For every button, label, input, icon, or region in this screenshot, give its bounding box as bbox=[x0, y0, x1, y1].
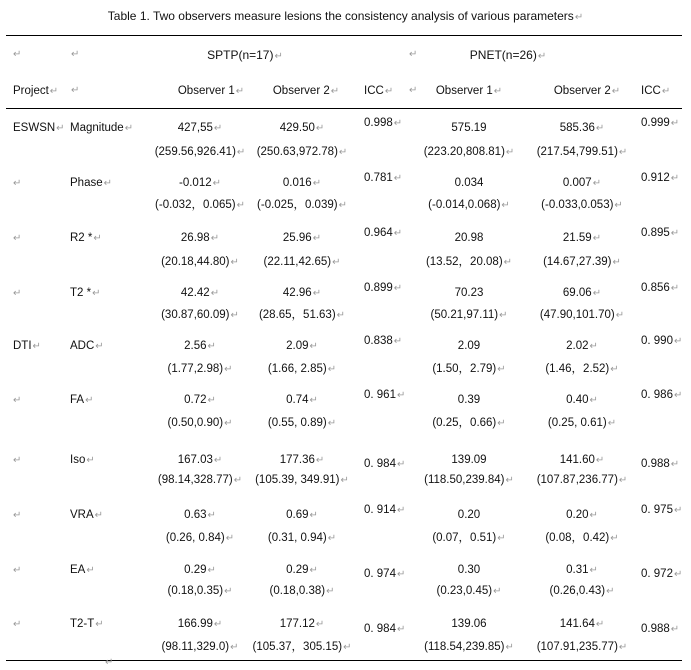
pnet-observer-2-range: (107.87,236.77)↵ bbox=[536, 474, 628, 486]
pnet-observer-2-value: 0.40↵ bbox=[566, 394, 598, 406]
header-sptp-observer-1: Observer 1↵ bbox=[177, 85, 245, 97]
sptp-icc-value: 0.964↵ bbox=[364, 227, 403, 239]
pnet-observer-1-value: 139.06 bbox=[451, 618, 487, 630]
pnet-observer-2-range: (47.90,101.70)↵ bbox=[539, 309, 625, 321]
pnet-icc-value: 0.895↵ bbox=[641, 227, 680, 239]
pnet-observer-2-value: 0.007↵ bbox=[562, 177, 602, 189]
sptp-observer-1-range: (1.77,2.98)↵ bbox=[167, 363, 233, 375]
row-parameter: T2 *↵ bbox=[70, 287, 101, 299]
row-project: ESWSN↵ bbox=[13, 122, 65, 134]
row-project: DTI↵ bbox=[13, 340, 41, 352]
sptp-observer-1-range: (98.11,329.0)↵ bbox=[161, 641, 239, 653]
sptp-observer-2-value: 177.36↵ bbox=[279, 454, 325, 466]
row-parameter: Iso↵ bbox=[70, 454, 95, 466]
sptp-observer-1-range: (20.18,44.80)↵ bbox=[161, 256, 239, 268]
sptp-observer-1-range: (259.56,926.41)↵ bbox=[154, 146, 246, 158]
sptp-observer-2-range: (0.55, 0.89)↵ bbox=[267, 417, 337, 429]
header-project: Project↵ bbox=[13, 85, 59, 97]
pnet-observer-1-range: (0.07，0.51)↵ bbox=[432, 532, 506, 544]
table-title: Table 1. Two observers measure lesions the consistency analysis of various parameters↵ bbox=[107, 9, 584, 23]
pnet-observer-2-value: 0.20↵ bbox=[566, 509, 598, 521]
sptp-observer-2-range: (22.11,42.65)↵ bbox=[263, 256, 341, 268]
row-parameter: ADC↵ bbox=[70, 340, 104, 352]
pnet-observer-1-value: 20.98 bbox=[454, 232, 484, 244]
header-sptp-observer-2: Observer 2↵ bbox=[272, 85, 340, 97]
pnet-observer-1-range: (223.20,808.81)↵ bbox=[423, 146, 515, 158]
header-pnet-icc: ICC↵ bbox=[641, 85, 671, 97]
row-parameter: Magnitude↵ bbox=[70, 122, 134, 134]
pnet-icc-value: 0. 975↵ bbox=[641, 504, 683, 516]
pnet-observer-1-range: (13.52，20.08)↵ bbox=[425, 256, 513, 268]
pnet-icc-value: 0.912↵ bbox=[641, 172, 680, 184]
sptp-observer-2-range: (250.63,972.78)↵ bbox=[256, 146, 348, 158]
sptp-observer-2-value: 0.69↵ bbox=[286, 509, 318, 521]
pnet-observer-1-value: 0.20 bbox=[457, 509, 481, 521]
row-parameter: EA↵ bbox=[70, 564, 95, 576]
para-mark: ↵ bbox=[409, 85, 418, 96]
pnet-observer-2-range: (107.91,235.77)↵ bbox=[536, 641, 628, 653]
row-parameter: VRA↵ bbox=[70, 509, 104, 521]
para-mark: ↵ bbox=[13, 565, 22, 576]
sptp-icc-value: 0.781↵ bbox=[364, 172, 403, 184]
sptp-observer-1-value: 0.72↵ bbox=[184, 394, 216, 406]
pnet-icc-value: 0. 986↵ bbox=[641, 389, 683, 401]
sptp-observer-1-range: (-0.032，0.065)↵ bbox=[155, 199, 245, 211]
pnet-observer-1-value: 139.09 bbox=[451, 454, 487, 466]
sptp-observer-1-value: 427,55↵ bbox=[177, 122, 223, 134]
pnet-observer-1-range: (-0.014,0.068)↵ bbox=[428, 199, 510, 211]
sptp-observer-1-range: (0.50,0.90)↵ bbox=[167, 417, 233, 429]
header-sptp-icc: ICC↵ bbox=[364, 85, 394, 97]
sptp-observer-2-value: 25.96↵ bbox=[282, 232, 322, 244]
pnet-icc-value: 0.988↵ bbox=[641, 458, 680, 470]
top-rule bbox=[6, 35, 682, 36]
sptp-observer-2-range: (105.37，305.15)↵ bbox=[252, 641, 352, 653]
pnet-observer-2-value: 0.31↵ bbox=[566, 564, 598, 576]
para-mark: ↵ bbox=[13, 233, 22, 244]
sptp-icc-value: 0. 984↵ bbox=[364, 623, 406, 635]
para-mark: ↵ bbox=[13, 619, 22, 630]
pnet-observer-2-range: (0.26,0.43)↵ bbox=[549, 585, 615, 597]
pnet-observer-2-value: 141.60↵ bbox=[559, 454, 605, 466]
sptp-icc-value: 0. 961↵ bbox=[364, 389, 406, 401]
header-pnet-observer-1: Observer 1↵ bbox=[435, 85, 503, 97]
sptp-observer-2-value: 2.09↵ bbox=[286, 340, 318, 352]
sptp-observer-1-value: 167.03↵ bbox=[177, 454, 223, 466]
para-mark: ↵ bbox=[71, 49, 80, 60]
pnet-observer-2-value: 585.36↵ bbox=[559, 122, 605, 134]
sptp-icc-value: 0. 984↵ bbox=[364, 458, 406, 470]
pnet-observer-1-value: 575.19 bbox=[451, 122, 487, 134]
pnet-observer-1-range: (118.50,239.84)↵ bbox=[424, 474, 514, 486]
sptp-observer-1-range: (0.26, 0.84)↵ bbox=[165, 532, 235, 544]
header-rule bbox=[6, 108, 682, 109]
pnet-observer-1-range: (50.21,97.11)↵ bbox=[430, 309, 508, 321]
sptp-observer-2-range: (1.66, 2.85)↵ bbox=[267, 363, 337, 375]
sptp-icc-value: 0. 974↵ bbox=[364, 568, 406, 580]
pnet-observer-1-value: 0.30 bbox=[457, 564, 481, 576]
row-parameter: R2 *↵ bbox=[70, 232, 102, 244]
pnet-icc-value: 0.856↵ bbox=[641, 282, 680, 294]
sptp-observer-2-value: 0.74↵ bbox=[286, 394, 318, 406]
header-pnet-observer-2: Observer 2↵ bbox=[553, 85, 621, 97]
para-mark: ↵ bbox=[13, 288, 22, 299]
group-header-sptp: SPTP(n=17)↵ bbox=[207, 48, 283, 62]
pnet-observer-2-range: (14.67,27.39)↵ bbox=[543, 256, 621, 268]
sptp-observer-1-value: 0.29↵ bbox=[184, 564, 216, 576]
sptp-observer-1-value: 166.99↵ bbox=[177, 618, 223, 630]
sptp-observer-1-range: (98.14,328.77)↵ bbox=[157, 474, 243, 486]
pnet-icc-value: 0.988↵ bbox=[641, 623, 680, 635]
sptp-observer-2-range: (105.39, 349.91)↵ bbox=[255, 474, 349, 486]
pnet-observer-1-value: 0.034 bbox=[454, 177, 484, 189]
sptp-observer-1-value: -0.012↵ bbox=[179, 177, 221, 189]
sptp-observer-1-range: (0.18,0.35)↵ bbox=[167, 585, 233, 597]
sptp-observer-1-value: 0.63↵ bbox=[184, 509, 216, 521]
sptp-observer-2-value: 0.29↵ bbox=[286, 564, 318, 576]
pnet-icc-value: 0.999↵ bbox=[641, 117, 680, 129]
para-mark: ↵ bbox=[13, 510, 22, 521]
pnet-observer-1-range: (118.54,239.85)↵ bbox=[424, 641, 514, 653]
sptp-icc-value: 0.838↵ bbox=[364, 335, 403, 347]
pnet-observer-2-value: 21.59↵ bbox=[562, 232, 602, 244]
pnet-observer-2-range: (0.25, 0.61)↵ bbox=[547, 417, 617, 429]
para-mark: ↵ bbox=[13, 49, 22, 60]
sptp-icc-value: 0.899↵ bbox=[364, 282, 403, 294]
para-mark: ↵ bbox=[409, 49, 418, 60]
pnet-observer-1-range: (0.23,0.45)↵ bbox=[436, 585, 502, 597]
sptp-observer-2-value: 177.12↵ bbox=[279, 618, 325, 630]
row-parameter: T2-T↵ bbox=[70, 618, 104, 630]
sptp-observer-2-range: (-0.025，0.039)↵ bbox=[257, 199, 347, 211]
row-parameter: FA↵ bbox=[70, 394, 94, 406]
sptp-icc-value: 0. 914↵ bbox=[364, 504, 406, 516]
row-parameter: Phase↵ bbox=[70, 177, 112, 189]
sptp-observer-1-range: (30.87,60.09)↵ bbox=[161, 309, 239, 321]
para-mark: ↵ bbox=[71, 85, 80, 96]
pnet-observer-2-range: (-0.033,0.053)↵ bbox=[541, 199, 623, 211]
sptp-observer-1-value: 26.98↵ bbox=[180, 232, 220, 244]
sptp-observer-2-range: (0.31, 0.94)↵ bbox=[267, 532, 337, 544]
pnet-observer-2-value: 69.06↵ bbox=[562, 287, 602, 299]
sptp-observer-1-value: 2.56↵ bbox=[184, 340, 216, 352]
sptp-observer-2-range: (0.18,0.38)↵ bbox=[269, 585, 335, 597]
sptp-observer-1-value: 42.42↵ bbox=[180, 287, 220, 299]
pnet-observer-2-value: 141.64↵ bbox=[559, 618, 605, 630]
group-header-pnet: PNET(n=26)↵ bbox=[469, 48, 547, 62]
pnet-observer-1-value: 0.39 bbox=[457, 394, 481, 406]
para-mark: ↵ bbox=[13, 178, 22, 189]
para-mark: ↵ bbox=[13, 395, 22, 406]
sptp-observer-2-value: 0.016↵ bbox=[282, 177, 322, 189]
pnet-observer-1-value: 70.23 bbox=[454, 287, 484, 299]
para-mark: ↵ bbox=[13, 455, 22, 466]
pnet-observer-2-range: (1.46，2.52)↵ bbox=[545, 363, 619, 375]
pnet-observer-1-value: 2.09 bbox=[457, 340, 481, 352]
sptp-observer-2-range: (28.65，51.63)↵ bbox=[258, 309, 346, 321]
sptp-icc-value: 0.998↵ bbox=[364, 117, 403, 129]
pnet-icc-value: 0. 972↵ bbox=[641, 568, 683, 580]
pnet-icc-value: 0. 990↵ bbox=[641, 335, 683, 347]
pnet-observer-2-value: 2.02↵ bbox=[566, 340, 598, 352]
pnet-observer-1-range: (1.50，2.79)↵ bbox=[432, 363, 506, 375]
sptp-observer-2-value: 429.50↵ bbox=[279, 122, 325, 134]
pnet-observer-2-range: (0.08，0.42)↵ bbox=[545, 532, 619, 544]
sptp-observer-2-value: 42.96↵ bbox=[282, 287, 322, 299]
para-mark: ↵ bbox=[105, 657, 114, 668]
pnet-observer-1-range: (0.25，0.66)↵ bbox=[432, 417, 506, 429]
pnet-observer-2-range: (217.54,799.51)↵ bbox=[536, 146, 628, 158]
